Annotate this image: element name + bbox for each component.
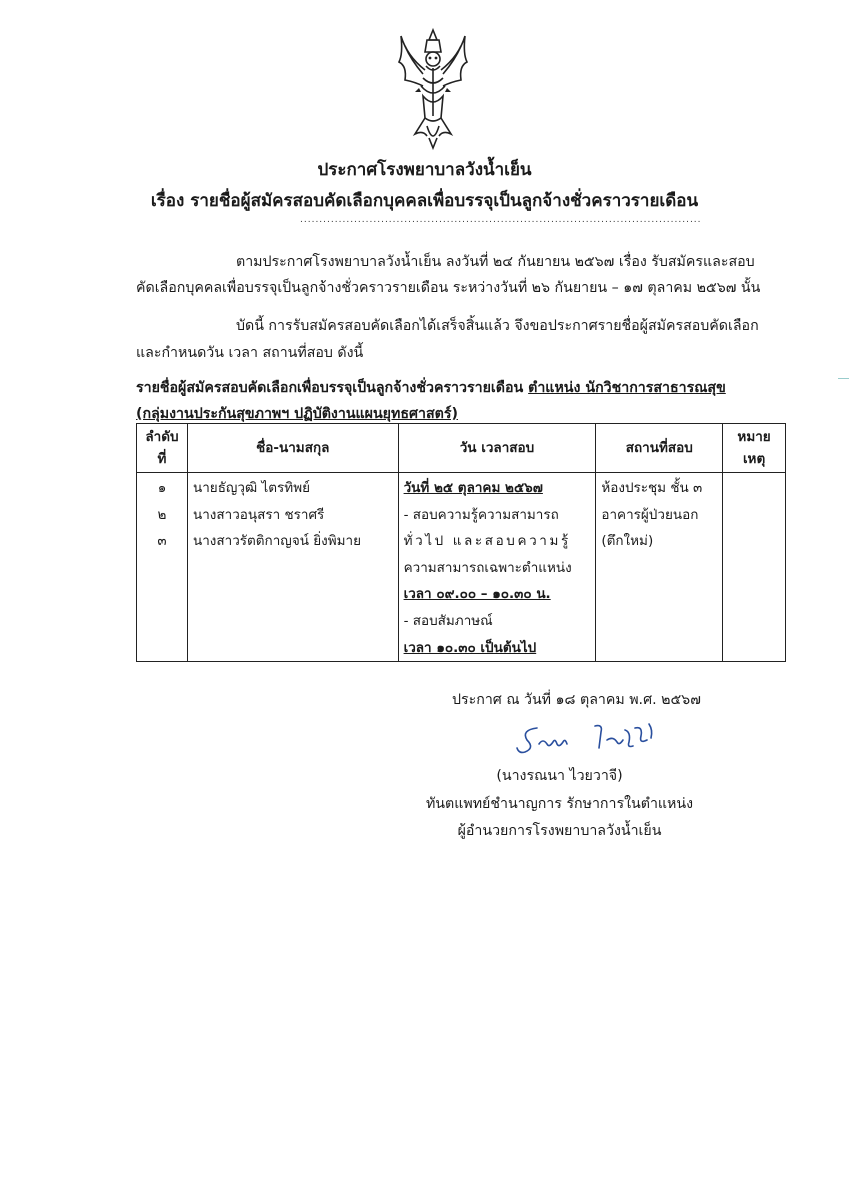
place-cell	[596, 473, 723, 662]
exam-place-line: อาคารผู้ป่วยนอก	[601, 506, 699, 523]
dotted-separator: ........................................................................................................	[300, 215, 702, 225]
exam-time-1: เวลา ๐๙.๐๐ – ๑๐.๓๐ น.	[403, 586, 551, 603]
garuda-emblem-icon	[393, 26, 473, 151]
table-row	[137, 473, 786, 662]
page-edge-mark	[838, 378, 849, 379]
paragraph-2-line-1: บัดนี้ การรับสมัครสอบคัดเลือกได้เสร็จสิ้นแล้ว จึงขอประกาศรายชื่อผู้สมัครสอบคัดเลือก	[236, 318, 759, 334]
candidate-name: นางสาวรัตติกาญจน์ ยิ่งพิมาย	[192, 533, 362, 550]
candidate-name: นายธัญวุฒิ ไตรทิพย์	[192, 480, 311, 496]
signature-icon	[513, 718, 673, 758]
list-heading-text: รายชื่อผู้สมัครสอบคัดเลือกเพื่อบรรจุเป็นลูกจ้างชั่วคราวรายเดือน	[136, 380, 529, 396]
signer-name: (นางรณนา ไวยวาจี)	[496, 768, 623, 784]
document-subject: เรื่อง รายชื่อผู้สมัครสอบคัดเลือกบุคคลเพื่อบรรจุเป็นลูกจ้างชั่วคราวรายเดือน	[150, 191, 699, 211]
table-header-row	[137, 424, 786, 473]
exam-item-1-cont: ทั่วไป และสอบความรู้	[403, 533, 571, 550]
signer-position-2: ผู้อำนวยการโรงพยาบาลวังน้ำเย็น	[457, 823, 662, 839]
list-heading	[136, 377, 726, 399]
schedule-cell	[398, 473, 596, 662]
note-cell	[723, 473, 786, 662]
header-datetime: วัน เวลาสอบ	[398, 424, 596, 473]
exam-time-2: เวลา ๑๐.๓๐ เป็นต้นไป	[403, 639, 537, 656]
header-note: หมาย เหตุ	[723, 424, 786, 473]
header-no: ลำดับ ที่	[137, 424, 188, 473]
position-title: ตำแหน่ง นักวิชาการสาธารณสุข	[528, 380, 726, 396]
paragraph-2-line-2: และกำหนดวัน เวลา สถานที่สอบ ดังนี้	[136, 345, 364, 361]
row-number: ๓	[157, 533, 167, 550]
number-cell	[137, 473, 188, 662]
exam-place-line: (ตึกใหม่)	[601, 533, 654, 550]
header-name: ชื่อ-นามสกุล	[187, 424, 398, 473]
candidate-table	[136, 423, 786, 662]
department-heading: (กลุ่มงานประกันสุขภาพฯ ปฏิบัติงานแผนยุทธศาสตร์)	[136, 406, 458, 422]
document-title: ประกาศโรงพยาบาลวังน้ำเย็น	[317, 160, 532, 180]
exam-item-1: - สอบความรู้ความสามารถ	[403, 506, 559, 523]
paragraph-1-line-1: ตามประกาศโรงพยาบาลวังน้ำเย็น ลงวันที่ ๒๔ กันยายน ๒๕๖๗ เรื่อง รับสมัครและสอบ	[236, 254, 755, 270]
announcement-date: ประกาศ ณ วันที่ ๑๘ ตุลาคม พ.ศ. ๒๕๖๗	[452, 692, 701, 708]
row-number: ๒	[157, 506, 167, 523]
paragraph-1-line-2: คัดเลือกบุคคลเพื่อบรรจุเป็นลูกจ้างชั่วคราวรายเดือน ระหว่างวันที่ ๒๖ กันยายน – ๑๗ ตุลาคม ๒๕๖๗ นั้น	[136, 280, 761, 296]
exam-place-line: ห้องประชุม ชั้น ๓	[601, 480, 703, 496]
name-cell	[187, 473, 398, 662]
candidate-name: นางสาวอนุสรา ชราศรี	[192, 506, 325, 523]
exam-date: วันที่ ๒๕ ตุลาคม ๒๕๖๗	[403, 480, 543, 496]
exam-item-1-cont: ความสามารถเฉพาะตำแหน่ง	[403, 559, 572, 576]
exam-item-2: - สอบสัมภาษณ์	[403, 612, 493, 629]
signer-position: ทันตแพทย์ชำนาญการ รักษาการในตำแหน่ง	[425, 796, 694, 812]
row-number: ๑	[157, 480, 167, 496]
header-place: สถานที่สอบ	[596, 424, 723, 473]
